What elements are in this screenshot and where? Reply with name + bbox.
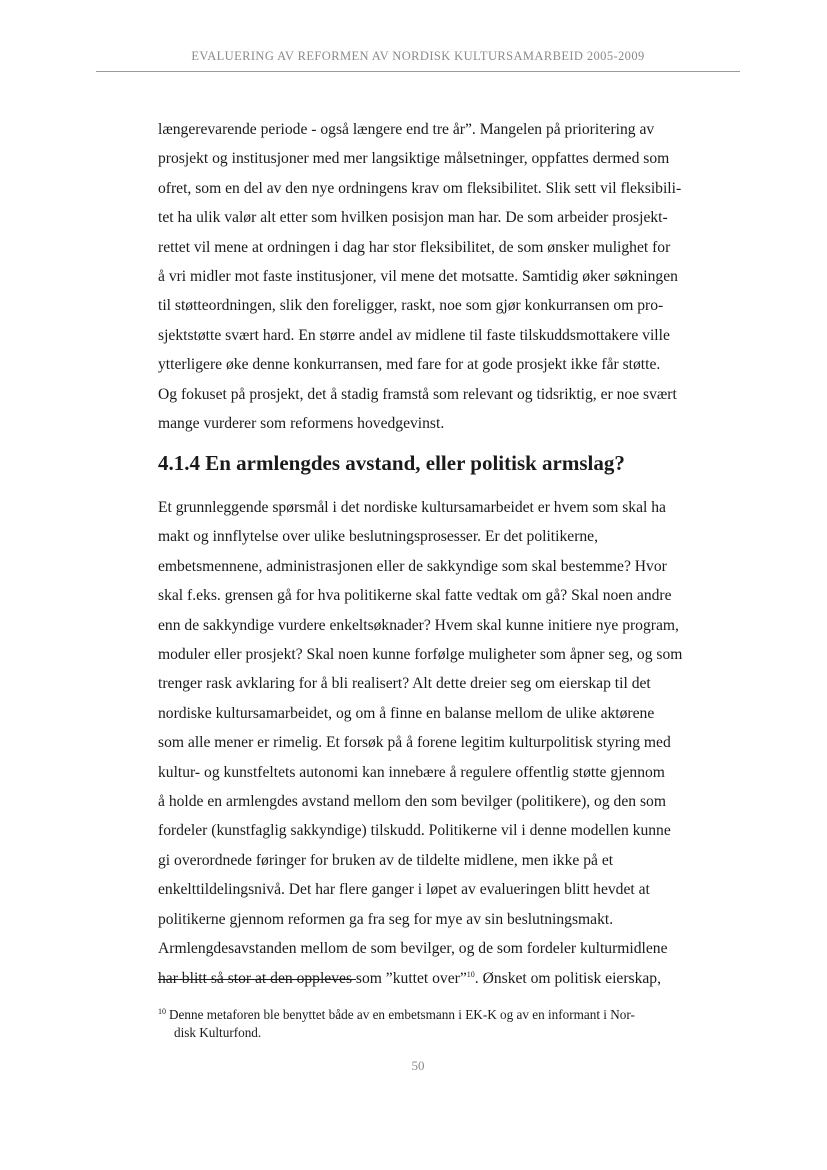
footnote-line: disk Kulturfond. — [174, 1025, 262, 1040]
paragraph-line: sjektstøtte svært hard. En større andel av midlene til faste tilskuddsmottakere ville — [158, 326, 670, 344]
footnote — [158, 1006, 706, 1042]
header-divider — [96, 71, 740, 72]
last-line-text: har blitt så stor at den oppleves som ”kuttet over” — [158, 969, 467, 987]
paragraph-line: ofret, som en del av den nye ordningens krav om fleksibilitet. Slik sett vil fleksibili- — [158, 179, 682, 197]
paragraph-line: gi overordnede føringer for bruken av de tildelte midlene, men ikke på et — [158, 851, 614, 869]
footnote-number: 10 — [158, 1006, 166, 1016]
paragraph-line: å vri midler mot faste institusjoner, vil mene det motsatte. Samtidig øker søkningen — [158, 268, 678, 286]
paragraph-line: moduler eller prosjekt? Skal noen kunne forfølge muligheter som åpner seg, og som — [158, 646, 683, 664]
paragraph-line: trenger rask avklaring for å bli realisert? Alt dette dreier seg om eierskap til det — [158, 675, 651, 693]
paragraph-line: mange vurderer som reformens hovedgevinst. — [158, 415, 445, 433]
paragraph-line: enn de sakkyndige vurdere enkeltsøknader? Hvem skal kunne initiere nye program, — [158, 616, 679, 634]
paragraph-line: Og fokuset på prosjekt, det å stadig framstå som relevant og tidsriktig, er noe svært — [158, 385, 677, 403]
paragraph-line: makt og innflytelse over ulike beslutningsprosesser. Er det politikerne, — [158, 528, 598, 546]
paragraph-line: å holde en armlengdes avstand mellom den som bevilger (politikere), og den som — [158, 793, 666, 811]
paragraph-line: som alle mener er rimelig. Et forsøk på å forene legitim kulturpolitisk styring med — [158, 734, 671, 752]
running-header: EVALUERING AV REFORMEN AV NORDISK KULTURSAMARBEID 2005-2009 — [191, 49, 645, 63]
paragraph-line: Et grunnleggende spørsmål i det nordiske kultursamarbeidet er hvem som skal ha — [158, 499, 666, 516]
paragraph-line: tet ha ulik valør alt etter som hvilken posisjon man har. De som arbeider prosjekt- — [158, 209, 668, 227]
paragraph-line: embetsmennene, administrasjonen eller de sakkyndige som skal bestemme? Hvor — [158, 557, 667, 575]
footnote-text: Denne metaforen ble benyttet både av en embetsmann i EK-K og av en informant i Nor- — [169, 1007, 635, 1022]
paragraph-line: nordiske kultursamarbeidet, og om å finne en balanse mellom de ulike aktørene — [158, 704, 655, 722]
section-heading: 4.1.4 En armlengdes avstand, eller politisk armslag? — [158, 451, 625, 475]
paragraph-line: rettet vil mene at ordningen i dag har stor fleksibilitet, de som ønsker mulighet for — [158, 238, 671, 256]
paragraph-line: prosjekt og institusjoner med mer langsiktige målsetninger, oppfattes dermed som — [158, 150, 670, 168]
paragraph-line: skal f.eks. grensen gå for hva politikerne skal fatte vedtak om gå? Skal noen andre — [158, 587, 672, 605]
paragraph-line: fordeler (kunstfaglig sakkyndige) tilskudd. Politikerne vil i denne modellen kunne — [158, 822, 671, 840]
paragraph-line: til støtteordningen, slik den foreligger, raskt, noe som gjør konkurransen om pro- — [158, 297, 664, 315]
paragraph-line: Armlengdesavstanden mellom de som bevilger, og de som fordeler kulturmidlene — [158, 940, 668, 958]
paragraph-line: ytterligere øke denne konkurransen, med fare for at gode prosjekt ikke får støtte. — [158, 356, 661, 374]
footnote-line — [158, 1006, 706, 1024]
footnote-divider — [158, 979, 356, 980]
paragraph-line: enkelttildelingsnivå. Det har flere ganger i løpet av evalueringen blitt hevdet at — [158, 881, 650, 899]
page-number: 50 — [411, 1058, 425, 1073]
last-line-text-end: . Ønsket om politisk eierskap, — [474, 969, 661, 987]
paragraph-1 — [158, 115, 706, 438]
paragraph-2 — [158, 493, 706, 993]
footnote-reference[interactable]: 10 — [466, 969, 475, 979]
paragraph-line: længerevarende periode - også længere end tre år”. Mangelen på prioritering av — [158, 121, 655, 138]
paragraph-line: politikerne gjennom reformen ga fra seg for mye av sin beslutningsmakt. — [158, 910, 614, 928]
paragraph-line: kultur- og kunstfeltets autonomi kan innebære å regulere offentlig støtte gjennom — [158, 763, 665, 781]
